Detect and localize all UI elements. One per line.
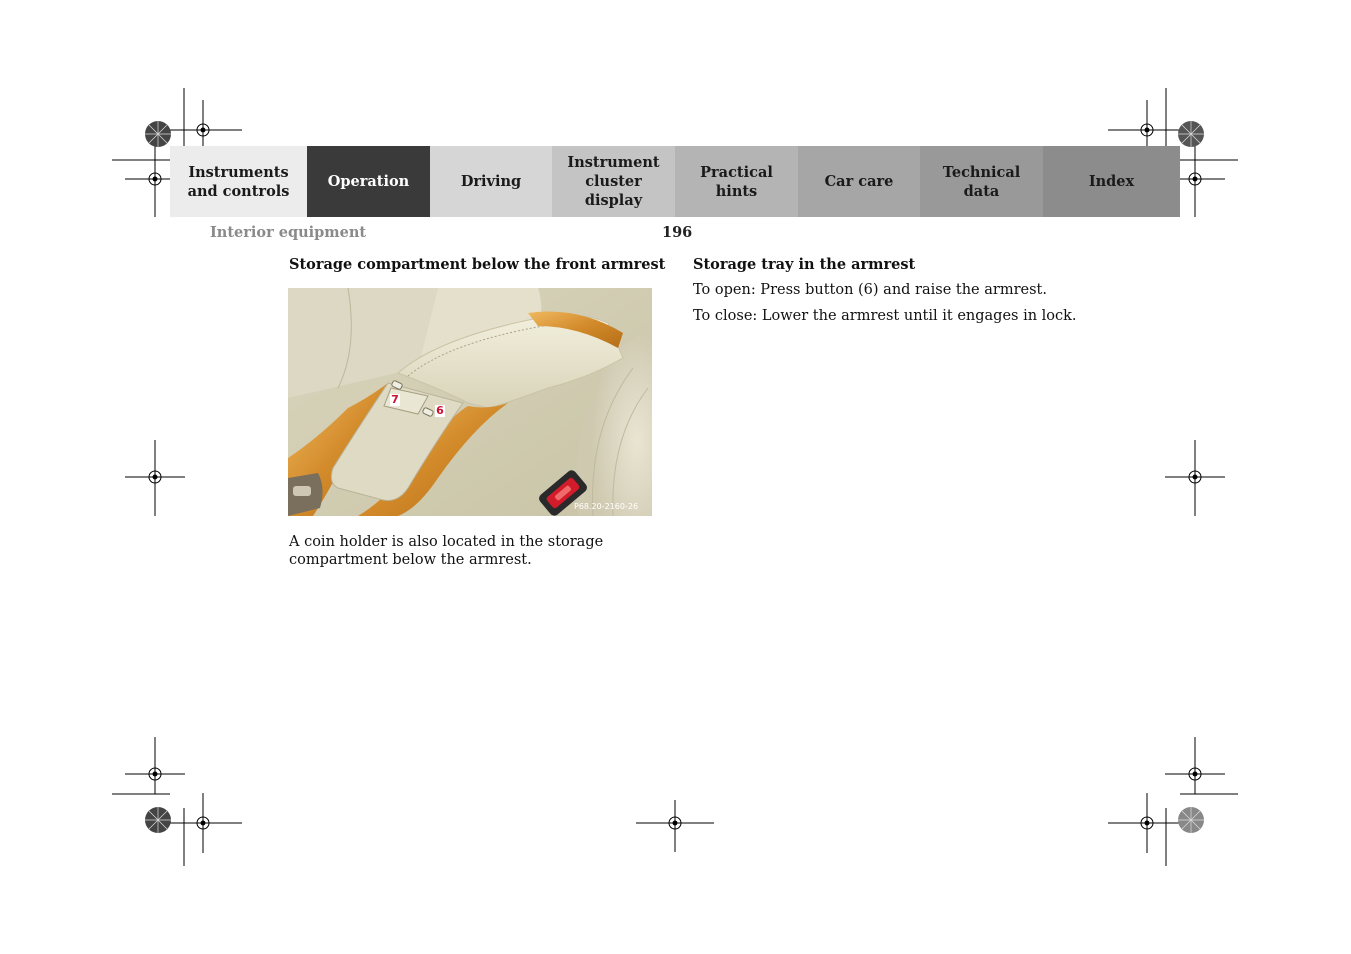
tab-driving[interactable] xyxy=(430,146,552,217)
figure-reference-code: P68.20-2160-26 xyxy=(574,502,639,511)
page-number: 196 xyxy=(662,224,693,241)
tab-label: Index xyxy=(1088,173,1135,190)
open-instruction: To open: Press button (6) and raise the armrest. xyxy=(693,282,1047,298)
tab-label: Instrument cluster display xyxy=(567,154,660,209)
tab-operation[interactable] xyxy=(307,146,430,217)
tab-car-care[interactable] xyxy=(798,146,920,217)
tab-instrument-cluster-display[interactable] xyxy=(552,146,675,217)
right-heading: Storage tray in the armrest xyxy=(693,256,916,273)
tab-index[interactable] xyxy=(1043,146,1180,217)
tab-label: Practical hints xyxy=(700,163,773,200)
callout-6: 6 xyxy=(436,404,444,417)
tab-label: Car care xyxy=(824,173,894,190)
tab-label: Operation xyxy=(327,173,410,190)
callout-7: 7 xyxy=(391,393,399,406)
tab-practical-hints[interactable] xyxy=(675,146,798,217)
tab-label: Technical data xyxy=(942,163,1021,200)
tab-label: Driving xyxy=(460,173,522,190)
figure-caption: A coin holder is also located in the storage compartment below the armrest. xyxy=(289,534,604,568)
close-instruction: To close: Lower the armrest until it engages in lock. xyxy=(693,308,1077,324)
section-title: Interior equipment xyxy=(210,224,367,241)
section-tab-bar xyxy=(170,146,1180,217)
tab-instruments-and-controls[interactable] xyxy=(170,146,307,217)
tab-technical-data[interactable] xyxy=(920,146,1043,217)
left-heading: Storage compartment below the front armrest xyxy=(289,256,666,273)
tab-label: Instruments and controls xyxy=(187,163,290,200)
armrest-illustration xyxy=(288,288,652,516)
